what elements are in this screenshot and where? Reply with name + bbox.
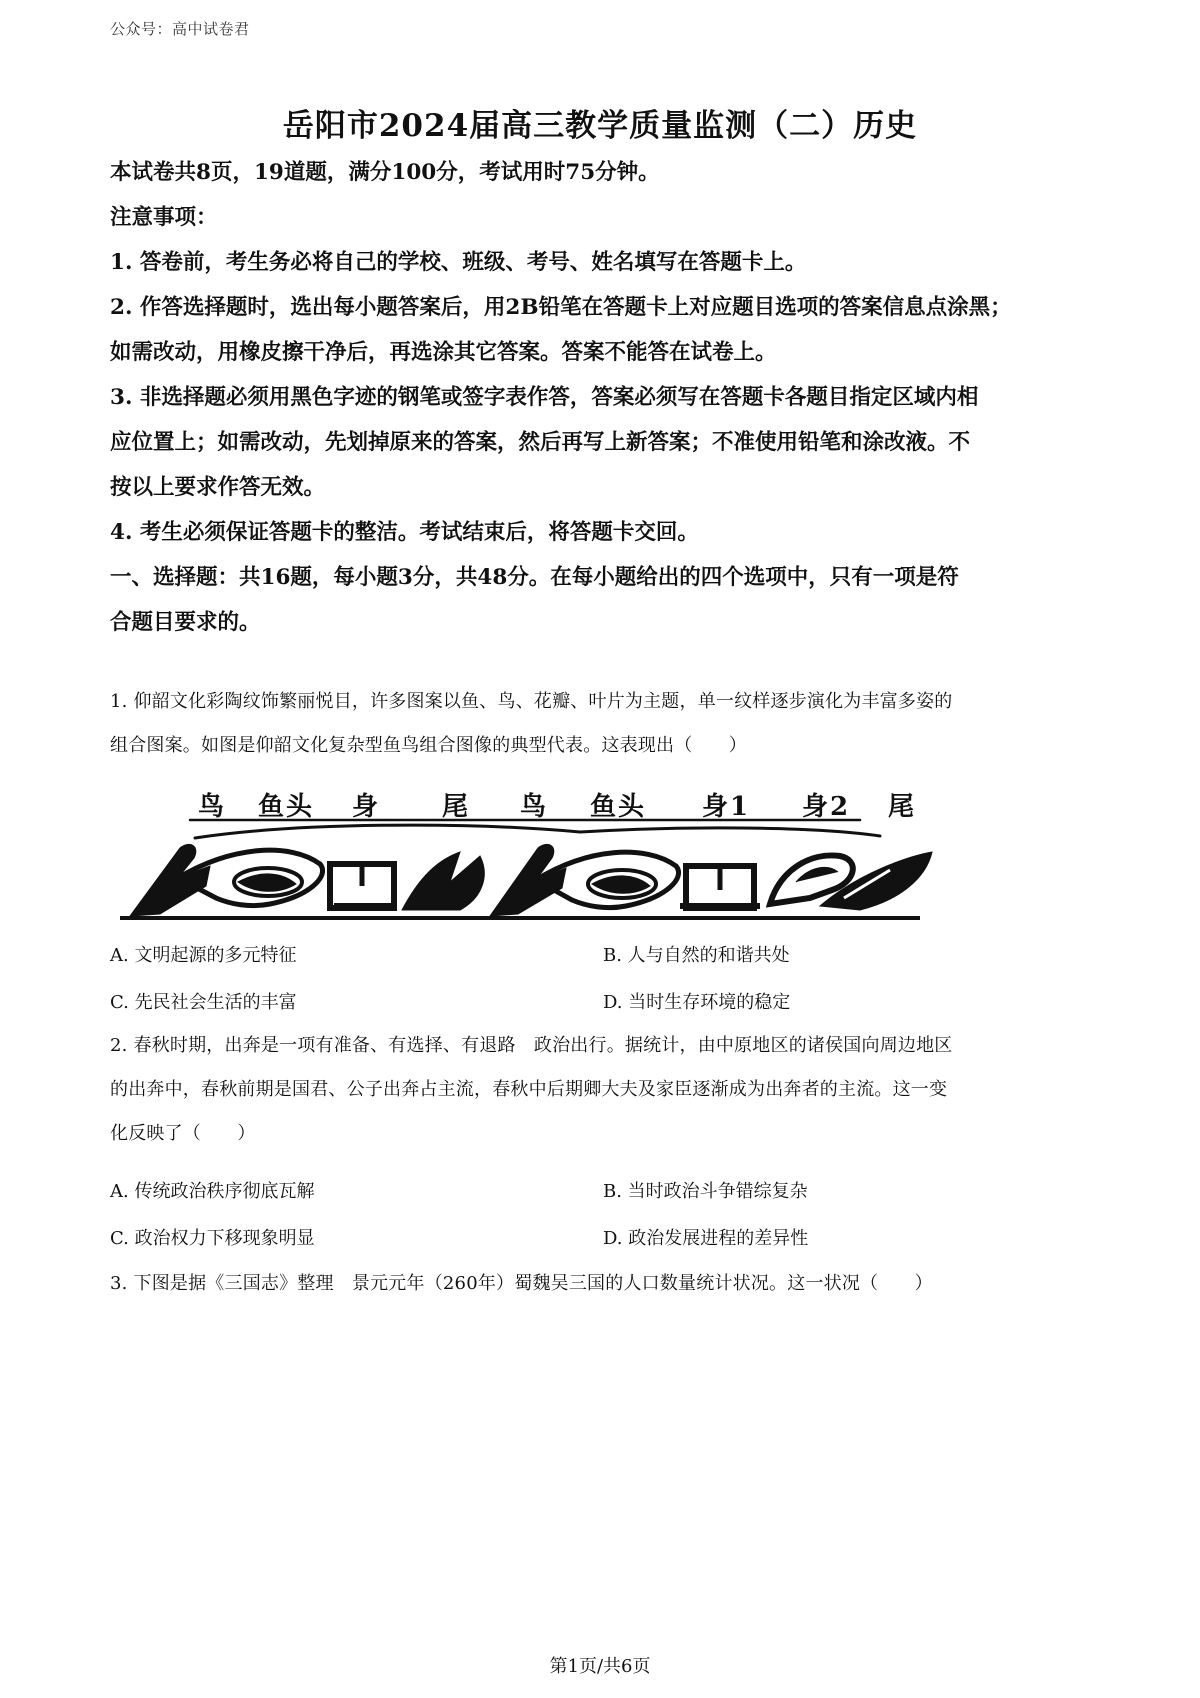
q1-line-2: 组合图案。如图是仰韶文化复杂型鱼鸟组合图像的典型代表。这表现出（ ） (110, 735, 747, 756)
note-4: 4. 考生必须保证答题卡的整洁。考试结束后，将答题卡交回。 (110, 520, 699, 545)
page-footer: 第1页/共6页 (549, 1656, 651, 1677)
notes-heading: 注意事项： (110, 205, 218, 230)
q3-line-1: 3. 下图是据《三国志》整理 景元元年（260年）蜀魏吴三国的人口数量统计状况。这一状况（ ） (110, 1273, 933, 1294)
q1-option-d[interactable]: D. 当时生存环境的稳定 (603, 992, 791, 1013)
q1-option-b[interactable]: B. 人与自然的和谐共处 (603, 945, 790, 966)
figure-label-body: 身 (352, 792, 381, 822)
figure-label-fish-head: 鱼头 (258, 792, 315, 822)
exam-summary: 本试卷共8页，19道题，满分100分，考试用时75分钟。 (110, 160, 660, 185)
figure-label-tail-2: 尾 (888, 792, 917, 822)
q1-option-a[interactable]: A. 文明起源的多元特征 (110, 945, 297, 966)
q2-options-row-1 (110, 1168, 1095, 1215)
figure-label-bird: 鸟 (198, 792, 227, 822)
q1-options-row-2 (110, 979, 1095, 1026)
figure-label-body-2: 身2 (802, 792, 851, 822)
question-1-options (110, 932, 1095, 1026)
figure-label-bird-2: 鸟 (520, 792, 549, 822)
figure-label-fish-head-2: 鱼头 (590, 792, 647, 822)
q2-option-a[interactable]: A. 传统政治秩序彻底瓦解 (110, 1181, 315, 1202)
note-2-line-2: 如需改动，用橡皮擦干净后，再选涂其它答案。答案不能答在试卷上。 (110, 340, 777, 365)
q1-line-1: 1. 仰韶文化彩陶纹饰繁丽悦目，许多图案以鱼、鸟、花瓣、叶片为主题，单一纹样逐步演化为丰富多姿的 (110, 691, 953, 712)
fish-bird-pattern-drawing (120, 786, 940, 926)
q2-option-c[interactable]: C. 政治权力下移现象明显 (110, 1228, 315, 1249)
header-note: 公众号：高中试卷君 (110, 20, 250, 38)
note-1: 1. 答卷前，考生务必将自己的学校、班级、考号、姓名填写在答题卡上。 (110, 250, 807, 275)
instructions-block (110, 150, 1095, 645)
question-2-stem (110, 1024, 1095, 1156)
note-3-line-2: 应位置上；如需改动，先划掉原来的答案，然后再写上新答案；不准使用铅笔和涂改液。不 (110, 430, 971, 455)
q2-option-b[interactable]: B. 当时政治斗争错综复杂 (603, 1181, 808, 1202)
q2-options-row-2 (110, 1215, 1095, 1262)
question-3-stem (110, 1262, 1095, 1306)
question-2-options (110, 1168, 1095, 1262)
q2-line-3: 化反映了（ ） (110, 1123, 256, 1144)
figure-label-tail: 尾 (442, 792, 471, 822)
note-3-line-1: 3. 非选择题必须用黑色字迹的钢笔或签字表作答，答案必须写在答题卡各题目指定区域内相 (110, 385, 979, 410)
q2-line-2: 的出奔中，春秋前期是国君、公子出奔占主流，春秋中后期卿大夫及家臣逐渐成为出奔者的主流。这一变 (110, 1079, 948, 1100)
page-title: 岳阳市2024届高三教学质量监测（二）历史 (282, 108, 918, 144)
q2-option-d[interactable]: D. 政治发展进程的差异性 (603, 1228, 809, 1249)
figure-label-body-1: 身1 (702, 792, 751, 822)
note-2-line-1: 2. 作答选择题时，选出每小题答案后，用2B铅笔在答题卡上对应题目选项的答案信息点涂黑； (110, 295, 1012, 320)
question-1-stem (110, 680, 1095, 768)
q1-options-row-1 (110, 932, 1095, 979)
q2-line-1: 2. 春秋时期，出奔是一项有准备、有选择、有退路 政治出行。据统计，由中原地区的诸侯国向周边地区 (110, 1035, 953, 1056)
section-heading-line-1: 一、选择题：共16题，每小题3分，共48分。在每小题给出的四个选项中，只有一项是符 (110, 565, 959, 590)
note-3-line-3: 按以上要求作答无效。 (110, 475, 326, 500)
fish-bird-pattern-figure (120, 786, 940, 926)
q1-option-c[interactable]: C. 先民社会生活的丰富 (110, 992, 297, 1013)
section-heading-line-2: 合题目要求的。 (110, 610, 261, 635)
